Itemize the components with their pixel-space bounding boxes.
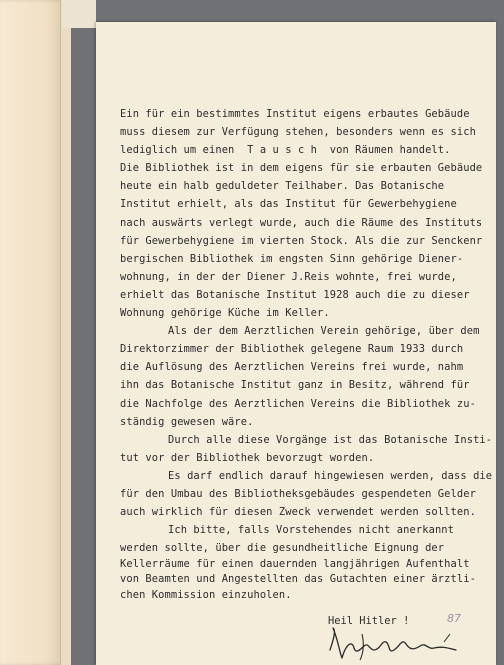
text-line: die Auflösung des Aerztlichen Vereins frei wurde, nahm [120,361,464,374]
text-line: Kellerräume für einen dauernden langjährigen Aufenthalt [120,557,470,570]
closing-salutation: Heil Hitler ! [328,615,410,627]
text-line: Institut erhielt, als das Institut für Gewerbehygiene [120,198,457,211]
text-line: für den Umbau des Bibliotheksgebäudes gespendeten Gelder [120,487,476,500]
text-line: tut vor der Bibliothek bevorzugt worden. [120,451,375,464]
text-line: erhielt das Botanische Institut 1928 auch die zu dieser [120,288,470,301]
text-line: muss diesem zur Verfügung stehen, besonders wenn es sich [120,126,476,139]
text-line: für Gewerbehygiene im vierten Stock. Als die zur Senckenr [120,234,483,247]
text-line: auch wirklich für diesen Zweck verwendet werden sollten. [120,506,476,519]
background-strip [96,0,504,22]
body-text [120,105,493,601]
text-line: Die Bibliothek ist in dem eigens für sie erbauten Gebäude [120,162,483,175]
text-line: bergischen Bibliothek im engsten Sinn gehörige Diener- [120,252,464,265]
text-line: Ein für ein bestimmtes Institut eigens erbautes Gebäude [120,108,470,120]
text-line: von Beamten und Angestellten das Gutachten einer ärztli- [120,573,476,586]
text-line: ihn das Botanische Institut ganz in Besitz, während für [120,379,470,392]
text-line: die Nachfolge des Aerztlichen Vereins die Bibliothek zu- [120,397,476,410]
text-line: heute ein halb geduldeter Teilhaber. Das Botanische [120,180,445,193]
page-edge [60,0,71,665]
text-line: Durch alle diese Vorgänge ist das Botanische Insti- [168,433,493,446]
text-line: wohnung, in der der Diener J.Reis wohnte, frei wurde, [120,270,457,283]
text-line: Ich bitte, falls Vorstehendes nicht anerkannt [168,524,455,537]
text-line: Direktorzimmer der Bibliothek gelegene Raum 1933 durch [120,343,464,356]
text-line: chen Kommission einzuholen. [120,588,292,601]
handwritten-signature [324,620,464,664]
facing-page [0,0,66,665]
text-line: lediglich um einen T a u s c h von Räumen handelt. [120,144,451,157]
text-line: ständig gewesen wäre. [120,415,254,428]
page-number: 87 [447,612,461,625]
text-line: Als der dem Aerztlichen Verein gehörige, über dem [168,325,480,338]
text-line: Wohnung gehörige Küche im Keller. [120,307,330,320]
folder-tab [62,0,99,28]
text-line: werden sollte, über die gesundheitliche Eignung der [120,542,445,555]
text-line: nach auswärts verlegt wurde, auch die Räume des Instituts [120,216,483,229]
document-page [96,22,496,665]
text-line: Es darf endlich darauf hingewiesen werden, dass die [168,469,493,482]
